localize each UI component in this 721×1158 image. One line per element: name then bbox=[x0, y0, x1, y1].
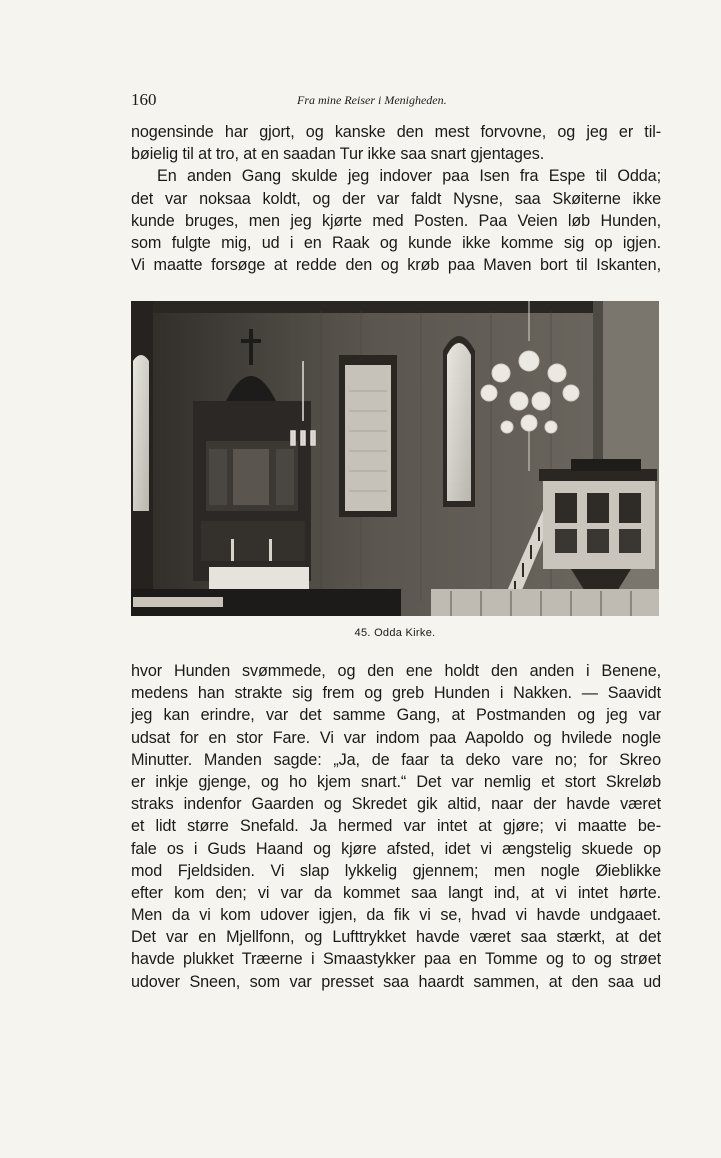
text-line: Men da vi kom udover igjen, da fik vi se, hvad vi havde undgaaet. bbox=[131, 906, 661, 925]
body-text-bottom bbox=[131, 660, 661, 993]
running-title: Fra mine Reiser i Menigheden. bbox=[297, 93, 447, 107]
text-line: som fulgte mig, ud i en Raak og kunde ikke komme sig op igjen. bbox=[131, 233, 661, 252]
text-line: er inkje gjenge, og ho kjem snart.“ Det var nemlig et stort Skreløb bbox=[131, 772, 661, 791]
body-text-top bbox=[131, 121, 661, 276]
text-line: det var noksaa koldt, og der var faldt Nysne, saa Skøiterne ikke bbox=[131, 189, 661, 208]
text-line: havde plukket Træerne i Smaastykker paa en Tomme og to og strøet bbox=[131, 950, 661, 969]
text-line: medens han strakte sig frem og greb Hunden i Nakken. — Saavidt bbox=[131, 684, 661, 703]
text-line: bøielig til at tro, at en saadan Tur ikke saa snart gjentages. bbox=[131, 145, 545, 164]
page-number: 160 bbox=[131, 90, 157, 109]
page-header bbox=[131, 90, 659, 114]
text-line: kunde bruges, men jeg kjørte med Posten. Paa Veien løb Hunden, bbox=[131, 211, 661, 230]
text-line: et lidt større Snefald. Ja hermed var intet at gjøre; vi maatte be- bbox=[131, 817, 661, 836]
text-line: udsat for en stor Fare. Vi var indom paa Aapoldo og hvilede nogle bbox=[131, 728, 661, 747]
text-line: straks indenfor Gaarden og Skredet gik altid, naar der havde været bbox=[131, 795, 661, 814]
text-line: nogensinde har gjort, og kanske den mest forvovne, og jeg er til- bbox=[131, 123, 661, 141]
text-line: En anden Gang skulde jeg indover paa Isen fra Espe til Odda; bbox=[157, 167, 661, 186]
text-line: fale os i Guds Haand og kjøre afsted, idet vi ængstelig skuede op bbox=[131, 839, 661, 858]
text-line: efter kom den; vi var da kommet saa langt ind, at vi intet hørte. bbox=[131, 883, 661, 902]
text-line: Minutter. Manden sagde: „Ja, de faar ta deko vare no; for Skreo bbox=[131, 750, 661, 769]
text-line: udover Sneen, som var presset saa haardt sammen, at den saa ud bbox=[131, 972, 661, 991]
figure-caption: 45. Odda Kirke. bbox=[354, 627, 436, 639]
text-line: Det var en Mjellfonn, og Lufttrykket havde været saa stærkt, at det bbox=[131, 928, 661, 947]
church-interior-photo bbox=[131, 301, 659, 616]
text-line: hvor Hunden svømmede, og den ene holdt den anden i Benene, bbox=[131, 662, 661, 680]
text-line: jeg kan erindre, var det samme Gang, at Postmanden og jeg var bbox=[131, 706, 661, 725]
text-line: mod Fjeldsiden. Vi slap lykkelig gjennem; men nogle Øieblikke bbox=[131, 861, 661, 880]
text-line: Vi maatte forsøge at redde den og krøb paa Maven bort til Iskanten, bbox=[131, 256, 661, 275]
